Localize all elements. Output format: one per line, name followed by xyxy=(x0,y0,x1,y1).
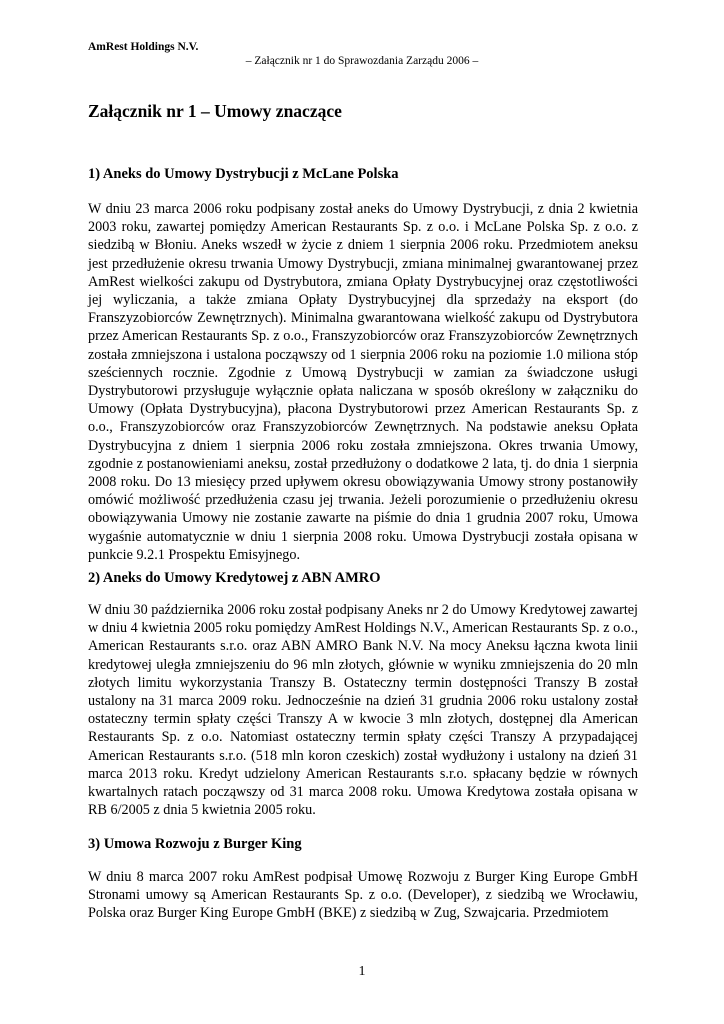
header-company-name: AmRest Holdings N.V. xyxy=(88,41,199,53)
header-subtitle-text: – Załącznik nr 1 do Sprawozdania Zarządu 2006 – xyxy=(245,55,479,67)
section-3-title: 3) Umowa Rozwoju z Burger King xyxy=(88,836,302,852)
section-1-paragraph: W dniu 23 marca 2006 roku podpisany został aneks do Umowy Dystrybucji, z dnia 2 kwietnia 2003 roku, zawartej pomiędzy American Restaurants Sp. z o.o. i McLane Polska Sp. z o.o. z siedzibą w Błoniu. Aneks wszedł w życie z dniem 1 sierpnia 2006 roku. Przedmiotem aneksu jest przedłużenie okresu trwania Umowy Dystrybucji, zmiana minimalnej gwarantowanej przez AmRest wielkości zakupu od Dystrybutora, zmiana Opłaty Dystrybucyjnej oraz częstotliwości jej wyliczania, a także zmiana Opłaty Dystrybucyjnej dla sprzedaży na eksport (do Franszyzobiorców Zewnętrznych). Minimalna gwarantowana wielkość zakupu od Dystrybutora przez American Restaurants Sp. z o.o., Franszyzobiorców oraz Franszyzobiorców Zewnętrznych została zmniejszona i ustalona począwszy od 1 sierpnia 2006 roku na poziomie 1.0 miliona stóp sześciennych rocznie. Zgodnie z Umową Dystrybucji w zamian za świadczone usługi Dystrybutorowi przysługuje wyłącznie opłata naliczana w sposób określony w załączniku do Umowy (Opłata Dystrybucyjna), płacona Dystrybutorowi przez American Restaurants Sp. z o.o., Franszyzobiorców oraz Franszyzobiorców Zewnętrznych. Na podstawie aneksu Opłata Dystrybucyjna z dniem 1 sierpnia 2006 roku została zmniejszona. Okres trwania Umowy, zgodnie z postanowieniami aneksu, został przedłużony o dodatkowe 2 lata, tj. do dnia 1 sierpnia 2008 roku. Do 13 miesięcy przed upływem okresu obowiązywania Umowy strony postanowiły omówić możliwość przedłużenia czasu jej trwania. Jeżeli porozumienie o przedłużeniu okresu obowiązywania Umowy nie zostanie zawarte na piśmie do dnia 1 grudnia 2007 roku, Umowa wygaśnie automatycznie w dniu 1 sierpnia 2008 roku. Umowa Dystrybucji została opisana w punkcie 9.2.1 Prospektu Emisyjnego. xyxy=(88,201,638,563)
section-2-title: 2) Aneks do Umowy Kredytowej z ABN AMRO xyxy=(88,570,381,586)
header-subtitle xyxy=(0,55,724,67)
page-number: 1 xyxy=(358,964,366,979)
section-2-paragraph: W dniu 30 października 2006 roku został podpisany Aneks nr 2 do Umowy Kredytowej zawartej w dniu 4 kwietnia 2005 roku pomiędzy AmRest Holdings N.V., American Restaurants Sp. z o.o., American Restaurants s.r.o. oraz ABN AMRO Bank N.V. Na mocy Aneksu łączna kwota linii kredytowej uległa zmniejszeniu do 96 mln złotych, głównie w wyniku zmniejszenia do 20 mln złotych limitu wykorzystania Transzy B. Ostateczny termin dostępności Transzy B został ustalony na 31 marca 2009 roku. Jednocześnie na dzień 31 grudnia 2006 roku ustalony został ostateczny termin spłaty części Transzy A w kwocie 3 mln złotych, dostępnej dla American Restaurants Sp. z o.o. Natomiast ostateczny termin spłaty części Transzy A przypadającej American Restaurants s.r.o. (518 mln koron czeskich) został wydłużony i ustalony na dzień 31 marca 2013 roku. Kredyt udzielony American Restaurants s.r.o. spłacany będzie w równych kwartalnych ratach począwszy od 31 marca 2008 roku. Umowa Kredytowa została opisana w RB 6/2005 z dnia 5 kwietnia 2005 roku. xyxy=(88,602,638,819)
document-title: Załącznik nr 1 – Umowy znaczące xyxy=(88,101,342,121)
section-3-paragraph: W dniu 8 marca 2007 roku AmRest podpisał Umowę Rozwoju z Burger King Europe GmbH Stronami umowy są American Restaurants Sp. z o.o. (Developer), z siedzibą we Wrocławiu, Polska oraz Burger King Europe GmbH (BKE) z siedzibą w Zug, Szwajcaria. Przedmiotem xyxy=(88,869,638,922)
section-1-title: 1) Aneks do Umowy Dystrybucji z McLane Polska xyxy=(88,166,399,182)
